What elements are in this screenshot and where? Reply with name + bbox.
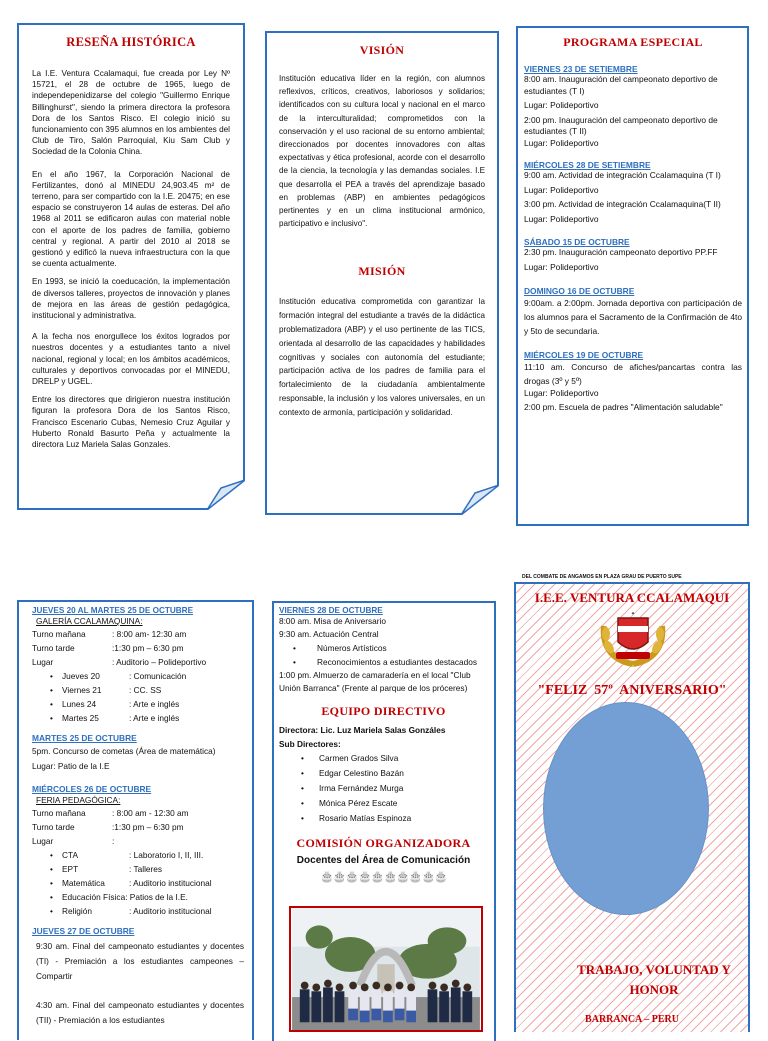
subdirector-name: Rosario Matías Espinoza <box>319 813 412 823</box>
programa-line: 3:00 pm. Actividad de integración Ccalamaquina(T II) <box>524 198 721 209</box>
mision-text: Institución educativa comprometida con garantizar la formación integral del estudiante a través de la didáctica problematizadora (ABP) y el uso pertinente de las TICS, orientada al desarrollo de las capacidades y habilidades cognitivas y sociales con autonomía del estudiante; participación activa de los padres de familia para el fortalecimiento de la ciudadanía ambientalmente responsable, la inclusión y los valores universales, en un contexto de armonía, participación y solidaridad. <box>279 297 485 417</box>
list-value: : CC. SS <box>129 685 162 695</box>
list-item <box>32 711 244 725</box>
list-key: CTA <box>62 850 78 860</box>
list-value: : Auditorio institucional <box>129 906 212 916</box>
list-item <box>32 697 244 711</box>
list-value: : Arte e inglés <box>129 699 180 709</box>
galeria-label: GALERÍA CCALAMAQUINA: <box>36 616 143 626</box>
bullet-icon: • <box>50 671 53 681</box>
programa-day-heading: VIERNES 23 DE SETIEMBRE <box>524 64 638 74</box>
list-value: : Talleres <box>129 864 163 874</box>
viernes-line: 8:00 am. Misa de Aniversario <box>279 616 386 626</box>
list-key: Martes 25 <box>62 713 99 723</box>
programa-day-heading: DOMINGO 16 DE OCTUBRE <box>524 286 635 297</box>
list-item <box>32 862 244 876</box>
cover-topline: DEL COMBATE DE ANGAMOS EN PLAZA GRAU DE PUERTO SUPE <box>522 574 682 580</box>
schedule-row <box>32 806 244 820</box>
resena-title: RESEÑA HISTÓRICA <box>66 35 196 49</box>
programa-day-heading: MIÉRCOLES 28 DE SETIEMBRE <box>524 159 651 170</box>
mision-title: MISIÓN <box>358 264 406 279</box>
programa-line: Lugar: Polideportivo <box>524 185 599 196</box>
list-item <box>32 669 244 683</box>
ciudad: BARRANCA – PERU <box>585 1014 679 1025</box>
bullet-icon: • <box>301 783 304 793</box>
row-key: Turno mañana <box>32 629 86 639</box>
programa-line: 2:00 pm. Escuela de padres "Alimentación saludable" <box>524 401 723 412</box>
programa-panel <box>516 26 749 526</box>
list-item <box>32 890 244 904</box>
list-value: : Patios de la I.E. <box>125 892 188 902</box>
viernes-panel <box>272 601 496 1041</box>
subdirector-name: Edgar Celestino Bazán <box>319 768 404 778</box>
cake-icon: 🎂🎂🎂🎂🎂🎂🎂🎂🎂🎂 <box>320 871 447 883</box>
equipo-title: EQUIPO DIRECTIVO <box>321 704 446 718</box>
bullet-icon: • <box>50 892 53 902</box>
programa-line: Lugar: Polideportivo <box>524 214 599 225</box>
list-item <box>32 876 244 890</box>
comision-title: COMISIÓN ORGANIZADORA <box>296 836 471 850</box>
row-value: :1:30 pm – 6:30 pm <box>112 643 184 653</box>
bullet-icon: • <box>293 643 296 653</box>
vision-mision-panel <box>265 31 499 515</box>
schedule-row <box>32 641 244 655</box>
bullet-icon: • <box>50 685 53 695</box>
list-value: : Comunicación <box>129 671 187 681</box>
photo-placeholder-oval <box>543 702 709 915</box>
programa-day-heading: SÁBADO 15 DE OCTUBRE <box>524 236 630 247</box>
school-name: I.E.E. VENTURA CCALAMAQUI <box>534 590 730 605</box>
list-item <box>279 811 488 826</box>
row-key: Lugar <box>32 657 54 667</box>
actividad-heading: MIÉRCOLES 26 DE OCTUBRE <box>32 784 152 794</box>
bullet-icon: • <box>50 850 53 860</box>
row-key: Turno tarde <box>32 822 75 832</box>
list-item <box>279 751 488 766</box>
programa-line: Lugar: Polideportivo <box>524 100 599 111</box>
programa-day-heading: MIÉRCOLES 19 DE OCTUBRE <box>524 350 644 361</box>
bullet-icon: • <box>50 864 53 874</box>
list-value: Reconocimientos a estudiantes destacados <box>317 657 478 667</box>
list-key: EPT <box>62 864 79 874</box>
viernes-line: 9:30 am. Actuación Central <box>279 629 379 639</box>
actividad-heading: MARTES 25 DE OCTUBRE <box>32 733 137 743</box>
vision-title: VISIÓN <box>359 43 405 57</box>
bullet-icon: • <box>301 753 304 763</box>
list-key: Religión <box>62 906 92 916</box>
vision-text: Institución educativa líder en la región, con alumnos reflexivos, críticos, creativos, laboriosos y solidarios; identificados con su cultura local y nacional en el marco de la interculturalidad; comprometidos con la conservación y el uso racional de su entorno ambiental; direccionados por docentes innovadores con altas expectativas y ética profesional, acorde con el desarrollo de la ciencia, la tecnología y las demandas sociales. I.E que desarrolla el PEA a través del aprendizaje basado en problemas (ABP) en ambientes pedagógicos pertinentes y en un clima institucional armónico, participativo e inclusivo". <box>279 74 485 229</box>
page-fold-icon <box>461 485 499 515</box>
list-item <box>32 683 244 697</box>
bullet-icon: • <box>50 906 53 916</box>
lema: TRABAJO, VOLUNTAD Y HONOR <box>577 962 731 997</box>
resena-panel <box>17 23 245 510</box>
row-value: : 8:00 am - 12:30 am <box>112 808 189 818</box>
list-item <box>279 781 488 796</box>
actividad-heading: JUEVES 27 DE OCTUBRE <box>32 926 135 936</box>
bullet-icon: • <box>301 813 304 823</box>
schedule-row <box>32 627 244 641</box>
programa-line: 11:10 am. Concurso de afiches/pancartas contra las drogas (3º y 5º) <box>524 362 742 387</box>
bullet-icon: • <box>301 768 304 778</box>
actividad-line: 4:30 am. Final del campeonato estudiantes y docentes (TII) - Premiación a los estudiantes <box>36 1000 244 1025</box>
programa-line: Lugar: Polideportivo <box>524 388 599 399</box>
list-value: : Auditorio institucional <box>129 878 212 888</box>
actividad-line: Lugar: Patio de la I.E <box>32 761 110 771</box>
list-key: Matemática <box>62 878 105 888</box>
viernes-heading: VIERNES 28 DE OCTUBRE <box>279 606 383 615</box>
comision-subtitle: Docentes del Área de Comunicación <box>296 855 471 866</box>
page-fold-icon <box>207 480 245 510</box>
programa-title: PROGRAMA ESPECIAL <box>563 35 703 49</box>
actividad-heading: JUEVES 20 AL MARTES 25 DE OCTUBRE <box>32 606 194 615</box>
bullet-icon: • <box>50 878 53 888</box>
row-value: : <box>112 836 115 846</box>
directora-line: Directora: Lic. Luz Mariela Salas Gonzáles <box>279 725 446 735</box>
aniversario-title: "FELIZ 57º ANIVERSARIO" <box>537 683 727 698</box>
list-key: Lunes 24 <box>62 699 97 709</box>
bullet-icon: • <box>293 657 296 667</box>
list-value: : Arte e inglés <box>129 713 180 723</box>
programa-line: 2:00 pm. Inauguración del campeonato deportivo de estudiantes (T II) <box>524 114 718 137</box>
list-item <box>279 655 488 669</box>
row-value: :1:30 pm – 6:30 pm <box>112 822 184 832</box>
row-value: : Auditorio – Polideportivo <box>112 657 207 667</box>
programa-line: 8:00 am. Inauguración del campeonato deportivo de estudiantes (T I) <box>524 74 718 96</box>
bullet-icon: • <box>301 798 304 808</box>
programa-line: Lugar: Polideportivo <box>524 137 599 148</box>
list-key: Viernes 21 <box>62 685 102 695</box>
svg-text:✦: ✦ <box>630 611 636 617</box>
list-item <box>32 848 244 862</box>
bullet-icon: • <box>50 713 53 723</box>
list-item <box>279 796 488 811</box>
programa-line: Lugar: Polideportivo <box>524 261 599 272</box>
subdirector-name: Carmen Grados Silva <box>319 753 399 763</box>
row-value: : 8:00 am- 12:30 am <box>112 629 187 639</box>
list-key: Jueves 20 <box>62 671 100 681</box>
resena-paragraph-3: En 1993, se inició la coeducación, la implementación de diversos talleres, proyectos de innovación y planes de mejora en las áreas de gestión pedagógica, institucional y administrativa. <box>32 277 230 321</box>
subdirector-name: Irma Fernández Murga <box>319 783 404 793</box>
row-key: Lugar <box>32 836 54 846</box>
list-value: Números Artísticos <box>317 643 387 653</box>
schedule-row <box>32 655 244 669</box>
programa-line: 9:00 am. Actividad de integración Ccalamaquina (T I) <box>524 169 721 180</box>
group-photo <box>289 906 483 1032</box>
schedule-row <box>32 820 244 834</box>
resena-paragraph-4: A la fecha nos enorgullece los éxitos logrados por nuestros docentes y a estudiantes tanto a nivel nacional, regional y local; en los ámbitos académicos, culturales y deportivos convocadas por el MINEDU, DRELP y UGEL. <box>32 332 230 387</box>
school-crest-icon <box>598 604 668 668</box>
list-item <box>32 904 244 918</box>
resena-paragraph-5: Entre los directores que dirigieron nuestra institución figuran la profesora Dora de los Santos Risco, Francisco Escenario Cubas, Nemesio Cruz Aguilar y Huberto Ronald Basurto Peña y actualmente la directora Luz Mariela Salas Gonzales. <box>32 395 230 450</box>
programa-line: 2:30 pm. Inauguración campeonato deportivo PP.FF <box>524 246 718 257</box>
cover-panel <box>514 582 750 1032</box>
actividad-line: 5pm. Concurso de cometas (Área de matemática) <box>32 746 216 756</box>
bullet-icon: • <box>50 699 53 709</box>
resena-paragraph-1: La I.E. Ventura Ccalamaqui, fue creada por Ley Nº 15721, el 28 de octubre de 1965, luego de independepenidizarse del colegio "Guillermo Enrique Billinghurst", siendo la primera directora la profesora Dora de los Santos Risco. El colegio inició su funcionamiento con 395 alumnos en los ambientes del Club de Tiro, Salón Parroquial, Kiu Sam Club y Sociedad de la Colonia China. <box>32 69 230 157</box>
list-value: : Laboratorio I, II, III. <box>129 850 204 860</box>
list-item <box>279 766 488 781</box>
list-key: Educación Física <box>62 892 126 902</box>
subdirector-name: Mónica Pérez Escate <box>319 798 398 808</box>
schedule-row <box>32 834 244 848</box>
resena-paragraph-2: En el año 1967, la Corporación Nacional de Fertilizantes, donó al MINEDU 24,903.45 m² de terreno, para ser compartido con la I.E. 20475; en ese espacio se construyeron 14 aulas de esteras. Del año 1968 al 2011 se edificaron aulas con material noble con el aporte de los padres de familia, gobierno central y regional. A partir del 2010 al 2018 se gestionó y edificó la nueva infraestructura con la que se cuenta actualmente. <box>32 169 230 269</box>
feria-label: FERIA PEDAGÓGICA: <box>36 795 121 805</box>
programa-line: 9:00am. a 2:00pm. Jornada deportiva con participación de los alumnos para el Sacramento de la Confirmación de 4to y 5to de secundaria. <box>524 298 742 337</box>
subdirectores-label: Sub Directores: <box>279 739 341 749</box>
viernes-line: 1:00 pm. Almuerzo de camaradería en el local "Club Unión Barranca" (Frente al parque de los próceres) <box>279 670 471 693</box>
row-key: Turno tarde <box>32 643 75 653</box>
row-key: Turno mañana <box>32 808 86 818</box>
actividades-panel <box>17 600 254 1040</box>
list-item <box>279 641 488 655</box>
actividad-line: 9:30 am. Final del campeonato estudiantes y docentes (TI) - Premiación a los estudiantes campeones – Compartir <box>36 941 244 981</box>
